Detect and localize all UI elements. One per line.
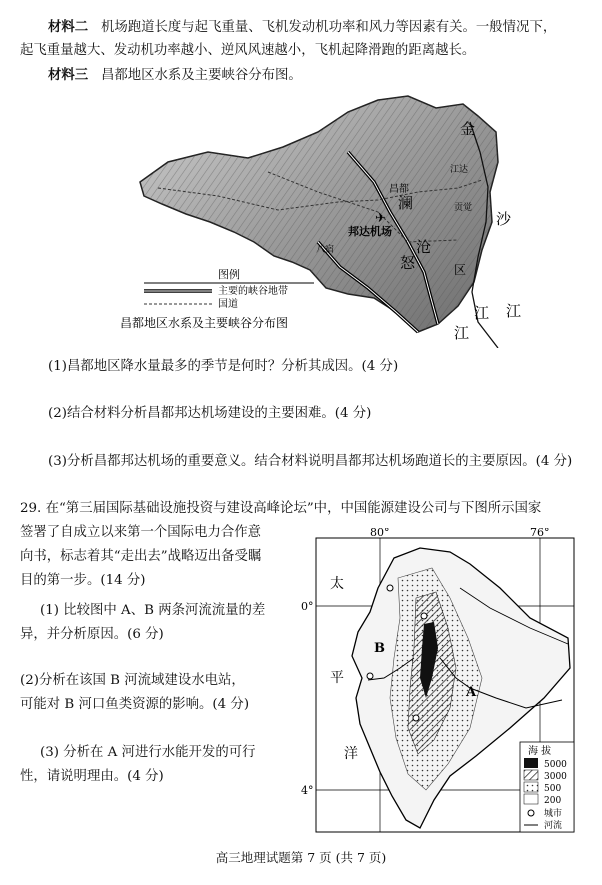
q29-intro-line4: 目的第一步。(14 分): [20, 573, 146, 588]
lon-80: 80°: [370, 528, 390, 539]
label-jiang-south: 江: [454, 324, 470, 342]
jiangda-label: 江达: [450, 165, 469, 175]
material2-line2: 起飞重量越大、发动机功率越小、逆风风速越小，飞机起降滑跑的距离越长。: [20, 43, 476, 58]
label-sha: 沙: [496, 210, 512, 228]
label-nu: 怒: [400, 254, 416, 272]
label-qu: 区: [454, 263, 467, 277]
q29-intro-line1: 29. 在“第三届国际基础设施投资与建设高峰论坛”中，中国能源建设公司与下图所示国家: [20, 501, 542, 516]
svg-text:城市: 城市: [544, 809, 563, 819]
svg-text:海 拔: 海 拔: [528, 746, 552, 757]
material2-line1: 材料二 机场跑道长度与起飞重量、飞机发动机功率和风力等因素有关。一般情况下，: [48, 19, 557, 35]
label-jiang-mid: 江: [474, 304, 490, 322]
q29-1a: (1) 比较图中 A、B 两条河流流量的差: [40, 603, 266, 618]
q29-3a: (3) 分析在 A 河进行水能开发的可行: [40, 745, 256, 760]
ocean-ping: 平: [330, 670, 344, 686]
svg-text:主要的峡谷地带: 主要的峡谷地带: [218, 286, 288, 297]
q28-1: (1)昌都地区降水量最多的季节是何时？分析其成因。(4 分): [48, 359, 399, 374]
lat-4: 4°: [301, 784, 314, 797]
changdu-map: [78, 92, 522, 348]
label-jiang-east: 江: [506, 302, 522, 320]
map1-caption: 昌都地区水系及主要峡谷分布图: [120, 316, 289, 330]
material3-label: 材料三: [48, 67, 89, 83]
ocean-tai: 太: [330, 576, 344, 592]
gongjue-label: 贡觉: [454, 203, 473, 213]
page-footer: 高三地理试题第 7 页 (共 7 页): [215, 850, 387, 865]
q29-3b: 性，请说明理由。(4 分): [20, 769, 164, 784]
material2-label: 材料二: [48, 19, 89, 35]
q29-2b: 可能对 B 河口鱼类资源的影响。(4 分): [20, 697, 250, 712]
label-lan: 澜: [398, 194, 414, 212]
svg-text:500: 500: [544, 784, 562, 794]
lon-76: 76°: [530, 528, 550, 539]
lat-0: 0°: [301, 600, 314, 613]
q29-2a: (2)分析在该国 B 河流域建设水电站，: [20, 673, 245, 688]
ecuador-map: [300, 528, 588, 840]
q29-intro-line3: 向书，标志着其“走出去”战略迈出备受瞩: [20, 549, 262, 564]
q28-3: (3)分析昌都邦达机场的重要意义。结合材料说明昌都邦达机场跑道长的主要原因。(4 分): [48, 454, 573, 469]
label-b: B: [374, 641, 385, 656]
svg-text:河流: 河流: [544, 821, 563, 831]
svg-text:200: 200: [544, 796, 562, 806]
basu-label: 八宿: [316, 245, 335, 255]
label-jin: 金: [460, 120, 476, 138]
svg-text:5000: 5000: [544, 760, 567, 770]
q29-intro-line2: 签署了自成立以来第一个国际电力合作意: [20, 525, 262, 540]
map2-legend: [520, 742, 574, 832]
q28-2: (2)结合材料分析昌都邦达机场建设的主要困难。(4 分): [48, 406, 372, 421]
label-a: A: [466, 685, 477, 700]
map1-legend: [144, 267, 314, 310]
changdu-label: 昌都: [389, 184, 409, 195]
ocean-yang: 洋: [344, 746, 358, 762]
svg-text:3000: 3000: [544, 772, 567, 782]
svg-text:国道: 国道: [218, 299, 238, 310]
svg-text:图例: 图例: [218, 268, 240, 281]
material3-line: 材料三 昌都地区水系及主要峡谷分布图。: [48, 67, 302, 83]
label-cang: 沧: [416, 238, 432, 256]
q29-1b: 异，并分析原因。(6 分): [20, 627, 164, 642]
airport-label: 邦达机场: [348, 225, 392, 238]
airplane-icon: ✈: [375, 211, 386, 226]
